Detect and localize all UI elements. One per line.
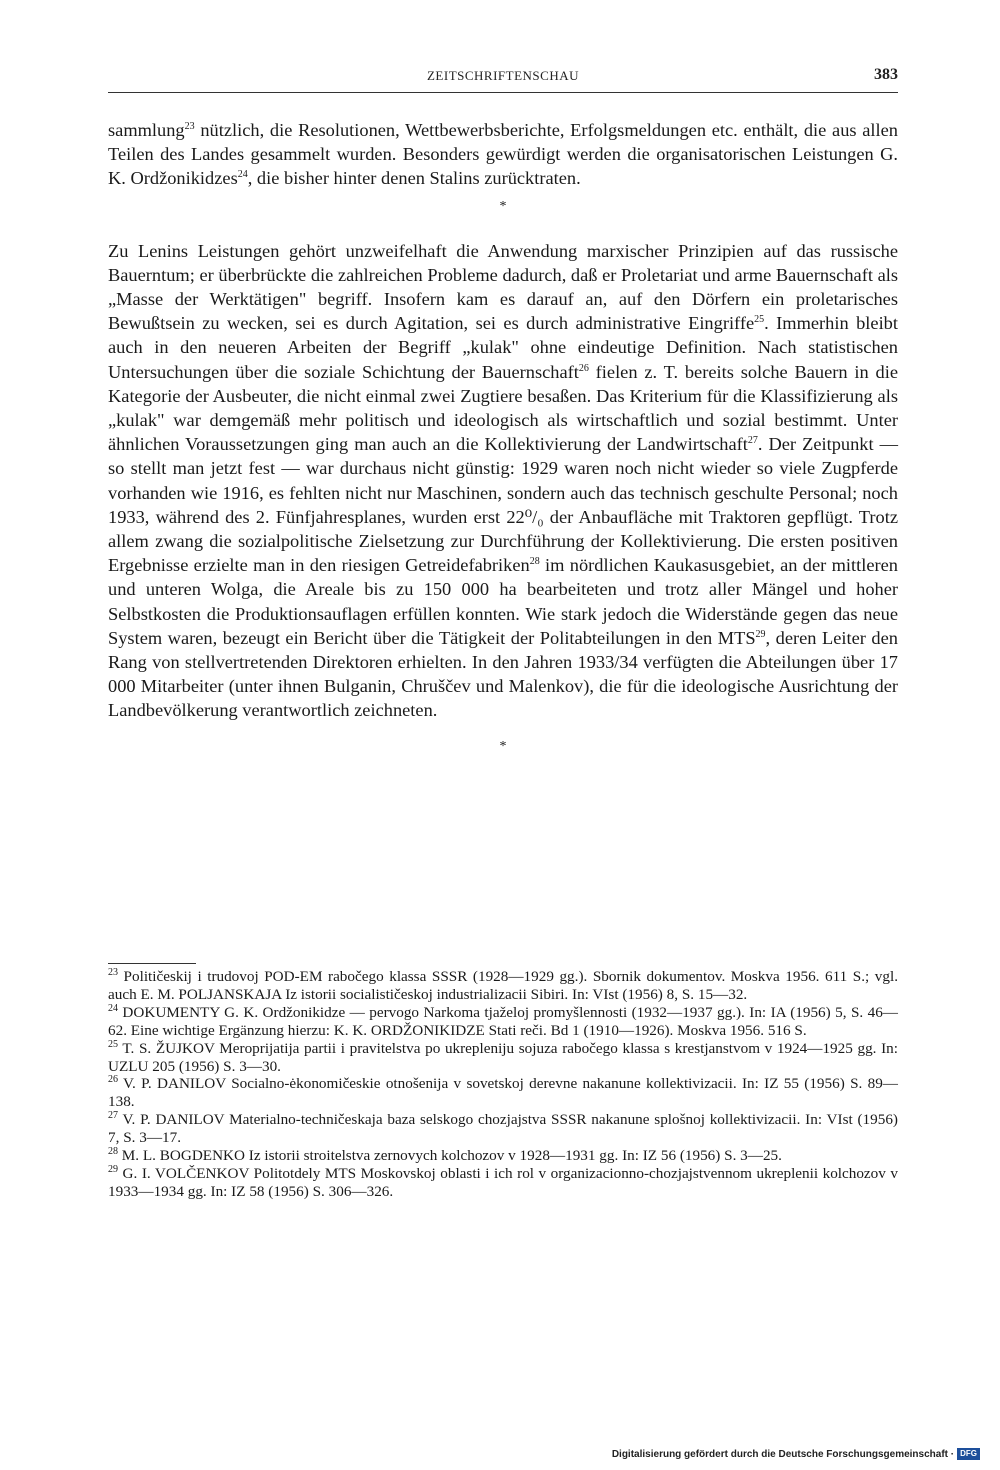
footnote-number: 26 [108,1074,118,1086]
footnote [108,1111,898,1147]
footnote-number: 27 [108,1110,118,1122]
footnote [108,1004,898,1040]
footnote-ref: 28 [529,556,540,568]
footnote-number: 23 [108,966,118,978]
section-separator-2: * [499,738,507,754]
running-head [108,66,898,90]
footnote [108,968,898,1004]
footnote-ref: 25 [754,314,765,326]
footnote [108,1040,898,1076]
footnote-number: 28 [108,1146,118,1157]
footnote-text: M. L. BOGDENKO Iz istorii stroitelstva zernovych kolchozov v 1928—1931 gg. In: IZ 56 (1956) S. 3—25. [118,1147,782,1165]
digitization-credit [612,1448,980,1460]
footnote [108,1147,898,1165]
running-title: ZEITSCHRIFTENSCHAU [426,68,579,83]
body-text [108,118,898,779]
footnote-ref: 26 [578,362,589,374]
footnote-ref: 29 [755,628,766,640]
page-number: 383 [874,66,898,83]
footnote-text: Političeskij i trudovoj POD-EM rabočego klassa SSSR (1928—1929 gg.). Sbornik dokumentov. Moskva 1956. 611 S.; vgl. auch E. M. POLJANSKAJA Iz istorii socialističeskoj industrializacii Sibiri. In: VIst (1956) 8, S. 15—32. [108,968,898,1003]
paragraph-2: Zu Lenins Leistungen gehört unzweifelhaft die Anwendung marxischer Prinzipien auf das russische Bauerntum; er überbrückte die zahlreichen Probleme dadurch, daß er Proletariat und arme Bauernschaft als „Masse der Werktätigen" begriff. Insofern kam es darauf an, auf den Dörfern ein proletarisches Bewußtsein zu wecken, sei es durch Agitation, sei es durch administrative Eingriffe$^{25}$. Immerhin bleibt auch in den neueren Arbeiten der Begriff „kulak" ohne eindeutige Definition. Nach statistischen Untersuchungen über die soziale Schichtung der Bauernschaft$^{26}$ fielen z. T. bereits solche Bauern in die Kategorie der Ausbeuter, die nicht einmal zwei Zugtiere besaßen. Das Kriterium für die Klassifizierung als „kulak" war demgemäß mehr politisch und ideologisch als wirtschaftlich und sozial bestimmt. Unter ähnlichen Voraussetzungen ging man auch an die Kollektivierung der Landwirtschaft$^{27}$. Der Zeitpunkt — so stellt man jetzt fest — war durchaus nicht günstig: 1929 waren noch nicht wieder so viele Zugpferde vorhanden wie 1916, es fehlten nicht nur Maschinen, sondern auch das technisch geschulte Personal; noch 1933, während des 2. Fünfjahresplanes, wurden erst 22⁰/₀ der Anbaufläche mit Traktoren gepflügt. Trotz allem zwang die sozialpolitische Zielsetzung zur Durchführung der Kollektivierung. Die ersten positiven Ergebnisse erzielte man in den riesigen Getreidefabriken$^{28}$ im nördlichen Kaukasusgebiet, an der mittleren und unteren Wolga, die Areale bis zu 150 000 ha bearbeiteten und trotz aller Mängel und hoher Selbstkosten die Produktionsauflagen erfüllen konnten. Wie stark jedoch die Widerstände gegen das neue System waren, bezeugt ein Bericht über die Tätigkeit der Politabteilungen in den MTS$^{29}$, deren Leiter den Rang von stellvertretenden Direktoren erhielten. In den Jahren 1933/34 verfügten die Abteilungen über 17 000 Mitarbeiter (unter ihnen Bulganin, Chruščev und Malenkov), die für die ideologische Ausrichtung der Landbevölkerung verantwortlich zeichneten. [108,240,899,721]
footnote-number: 24 [108,1002,118,1014]
credit-text: Digitalisierung gefördert durch die Deutsche Forschungsgemeinschaft · [611,1448,955,1460]
footnote-number: 29 [108,1163,118,1175]
footnote [108,1075,898,1111]
footnote-text: T. S. ŽUJKOV Meroprijatija partii i pravitelstva po ukrepleniju sojuza rabočego klassa s krestjanstvom v 1924—1925 gg. In: UZLU 205 (1956) S. 3—30. [108,1039,898,1075]
footnote-text: G. I. VOLČENKOV Politotdely MTS Moskovskoj oblasti i ich rol v organizacionno-chozjajstvennom ukreplenii kolchozov v 1933—1934 gg. In: IZ 58 (1956) S. 306—326. [108,1164,898,1200]
footnote-rule [108,963,196,964]
footnote-ref: 27 [747,435,758,447]
footnote-ref: 23 [184,120,195,132]
paragraph-1: sammlung$^{23}$ nützlich, die Resolutionen, Wettbewerbsberichte, Erfolgsmeldungen etc. enthält, die aus allen Teilen des Landes gesammelt wurden. Besonders gewürdigt werden die organisatorischen Leistungen G. K. Ordžonikidzes$^{24}$, die bisher hinter denen Stalins zurücktraten. [108,120,898,189]
footnotes [108,968,898,1201]
footnote-ref: 24 [237,169,248,181]
footnote-text: V. P. DANILOV Materialno-techničeskaja baza selskogo chozjajstva SSSR nakanune splošnoj kollektivizacii. In: VIst (1956) 7, S. 3—17. [108,1111,898,1147]
footnote-text: DOKUMENTY G. K. Ordžonikidze — pervogo Narkoma tjaželoj promyšlennosti (1932—1937 gg.). In: IA (1956) 5, S. 46—62. Eine wichtige Ergänzung hierzu: K. K. ORDŽONIKIDZE Stati reči. Bd 1 (1910—1926). Moskva 1956. 516 S. [108,1003,898,1039]
header-rule [108,92,898,93]
footnote-number: 25 [108,1038,118,1050]
footnote [108,1165,898,1201]
footnote-text: V. P. DANILOV Socialno-ėkonomičeskie otnošenija v sovetskoj derevne nakanune kollektivizacii. In: IZ 55 (1956) S. 89—138. [108,1075,898,1111]
section-separator-1: * [499,198,507,214]
dfg-logo-icon: DFG [957,1448,980,1460]
